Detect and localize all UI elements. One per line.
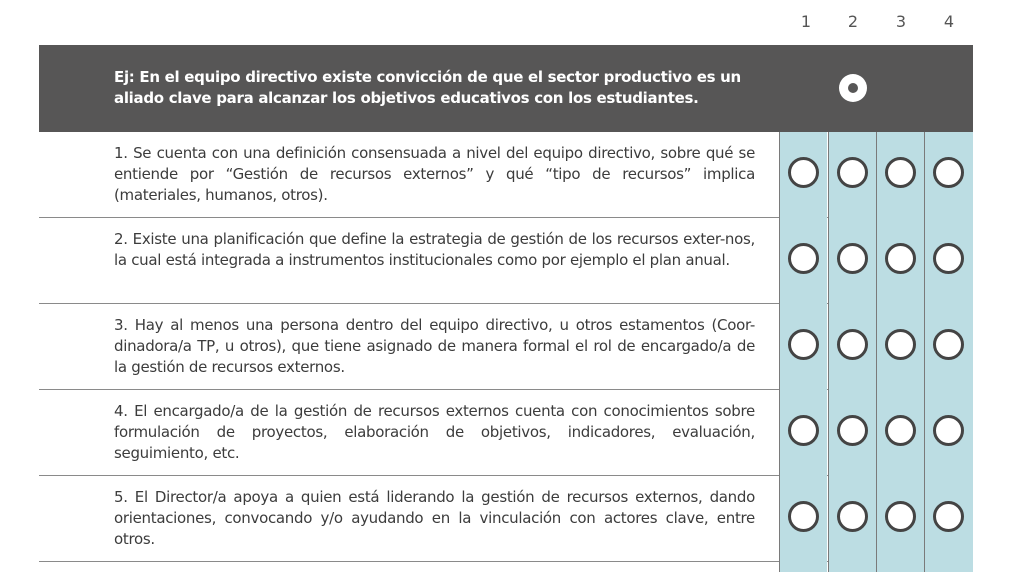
option-cell-3 [876, 562, 924, 572]
option-cell-1 [779, 218, 827, 304]
radio-option-1[interactable] [788, 415, 819, 446]
question-row-4 [39, 390, 973, 476]
option-cell-1 [779, 562, 827, 572]
next-row-peek [39, 562, 973, 572]
option-cell-2 [828, 390, 876, 476]
radio-option-2[interactable] [837, 501, 868, 532]
option-cell-3 [876, 390, 924, 476]
option-cell-2 [828, 562, 876, 572]
question-row-3 [39, 304, 973, 390]
radio-option-1[interactable] [788, 501, 819, 532]
scale-label-1: 1 [800, 12, 812, 31]
question-text: 4. El encargado/a de la gestión de recursos externos cuenta con conocimientos sobre formulación de proyectos, elaboración de objetivos, indicadores, evaluación, seguimiento, etc. [114, 402, 755, 462]
option-cell-4 [924, 476, 973, 562]
scale-label-3: 3 [895, 12, 907, 31]
option-cell-4 [924, 562, 973, 572]
radio-option-2[interactable] [837, 243, 868, 274]
question-row-1 [39, 132, 973, 218]
option-cell-4 [924, 132, 973, 218]
option-cell-1 [779, 304, 827, 390]
scale-label-4: 4 [943, 12, 955, 31]
option-cell-3 [876, 304, 924, 390]
option-cell-4 [924, 218, 973, 304]
option-cell-3 [876, 218, 924, 304]
question-text: 3. Hay al menos una persona dentro del equipo directivo, u otros estamentos (Coor-dinadora/a TP, u otros), que tiene asignado de manera formal el rol de encargado/a de la gestión de recursos externos. [114, 316, 755, 376]
radio-option-3[interactable] [885, 157, 916, 188]
radio-option-2[interactable] [837, 157, 868, 188]
radio-option-2[interactable] [837, 329, 868, 360]
radio-option-3[interactable] [885, 329, 916, 360]
option-cell-3 [876, 476, 924, 562]
scale-header [782, 12, 972, 36]
radio-option-3[interactable] [885, 243, 916, 274]
question-text: 2. Existe una planificación que define la estrategia de gestión de los recursos exter-nos, la cual está integrada a instrumentos institucionales como por ejemplo el plan anual. [114, 230, 755, 269]
example-selected-radio [839, 74, 867, 102]
scale-label-2: 2 [847, 12, 859, 31]
option-cell-1 [779, 390, 827, 476]
question-text: 5. El Director/a apoya a quien está liderando la gestión de recursos externos, dando orientaciones, convocando y/o ayudando en la vinculación con actores clave, entre otros. [114, 488, 755, 548]
option-cell-2 [828, 218, 876, 304]
option-cell-4 [924, 390, 973, 476]
question-row-2 [39, 218, 973, 304]
radio-option-4[interactable] [933, 329, 964, 360]
radio-option-4[interactable] [933, 243, 964, 274]
radio-option-4[interactable] [933, 157, 964, 188]
option-cell-4 [924, 304, 973, 390]
option-cell-2 [828, 132, 876, 218]
option-cell-2 [828, 304, 876, 390]
option-cell-1 [779, 476, 827, 562]
radio-option-4[interactable] [933, 415, 964, 446]
radio-option-4[interactable] [933, 501, 964, 532]
radio-option-1[interactable] [788, 329, 819, 360]
radio-option-1[interactable] [788, 243, 819, 274]
radio-option-3[interactable] [885, 501, 916, 532]
example-row [39, 45, 973, 132]
example-text: Ej: En el equipo directivo existe convicción de que el sector productivo es un aliado clave para alcanzar los objetivos educativos con los estudiantes. [114, 68, 741, 107]
radio-option-1[interactable] [788, 157, 819, 188]
radio-option-3[interactable] [885, 415, 916, 446]
question-list [39, 132, 973, 562]
question-row-5 [39, 476, 973, 562]
option-cell-2 [828, 476, 876, 562]
radio-option-2[interactable] [837, 415, 868, 446]
question-text: 1. Se cuenta con una definición consensuada a nivel del equipo directivo, sobre qué se entiende por “Gestión de recursos externos” y qué “tipo de recursos” implica (materiales, humanos, otros). [114, 144, 755, 204]
selected-dot-icon [848, 83, 858, 93]
option-cell-1 [779, 132, 827, 218]
option-cell-3 [876, 132, 924, 218]
